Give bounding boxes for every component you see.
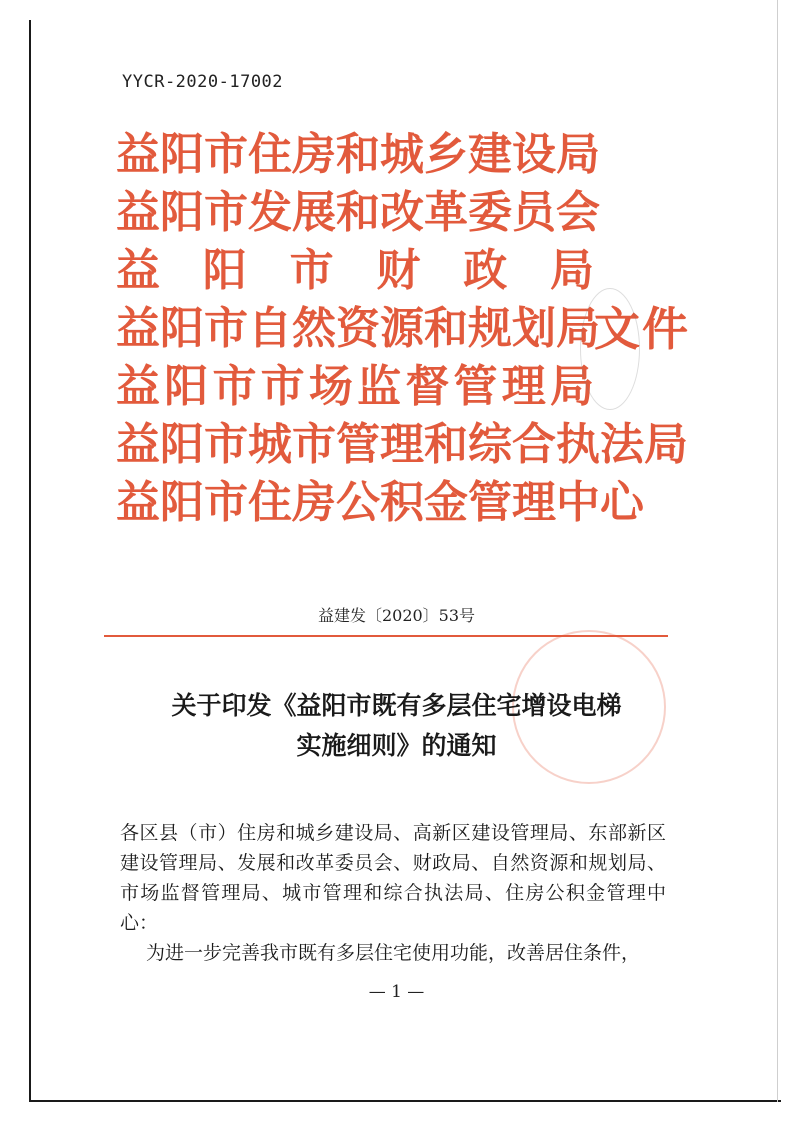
issuer-name: 益阳市自然资源和规划局	[116, 303, 600, 354]
issuer-name: 益阳市发展和改革委员会	[116, 187, 600, 238]
scan-edge-right	[777, 0, 778, 1102]
document-title	[0, 686, 793, 766]
issuer-name: 益阳市城市管理和综合执法局	[116, 419, 688, 470]
title-line: 关于印发《益阳市既有多层住宅增设电梯	[171, 691, 622, 720]
recipients-paragraph: 各区县（市）住房和城乡建设局、高新区建设管理局、东部新区建设管理局、发展和改革委员会、财政局、自然资源和规划局、市场监督管理局、城市管理和综合执法局、住房公积金管理中心：	[120, 822, 666, 934]
document-number: 益建发〔2020〕53号	[317, 606, 476, 625]
scan-edge-left	[29, 20, 31, 1102]
document-code: YYCR-2020-17002	[122, 72, 284, 92]
issuer-name: 益阳市住房公积金管理中心	[116, 477, 644, 528]
scan-edge-bottom	[29, 1100, 781, 1102]
issuer-name: 益 阳 市 财 政 局	[116, 245, 594, 296]
page-number: — 1 —	[368, 982, 425, 1002]
red-divider	[104, 635, 668, 637]
body-paragraph: 为进一步完善我市既有多层住宅使用功能，改善居住条件，	[146, 942, 641, 964]
document-body	[120, 818, 666, 968]
issuer-name: 益阳市市场监督管理局	[116, 361, 594, 412]
title-line: 实施细则》的通知	[296, 731, 497, 760]
issuer-name: 益阳市住房和城乡建设局	[116, 129, 600, 180]
document-suffix: 文件	[594, 302, 690, 356]
